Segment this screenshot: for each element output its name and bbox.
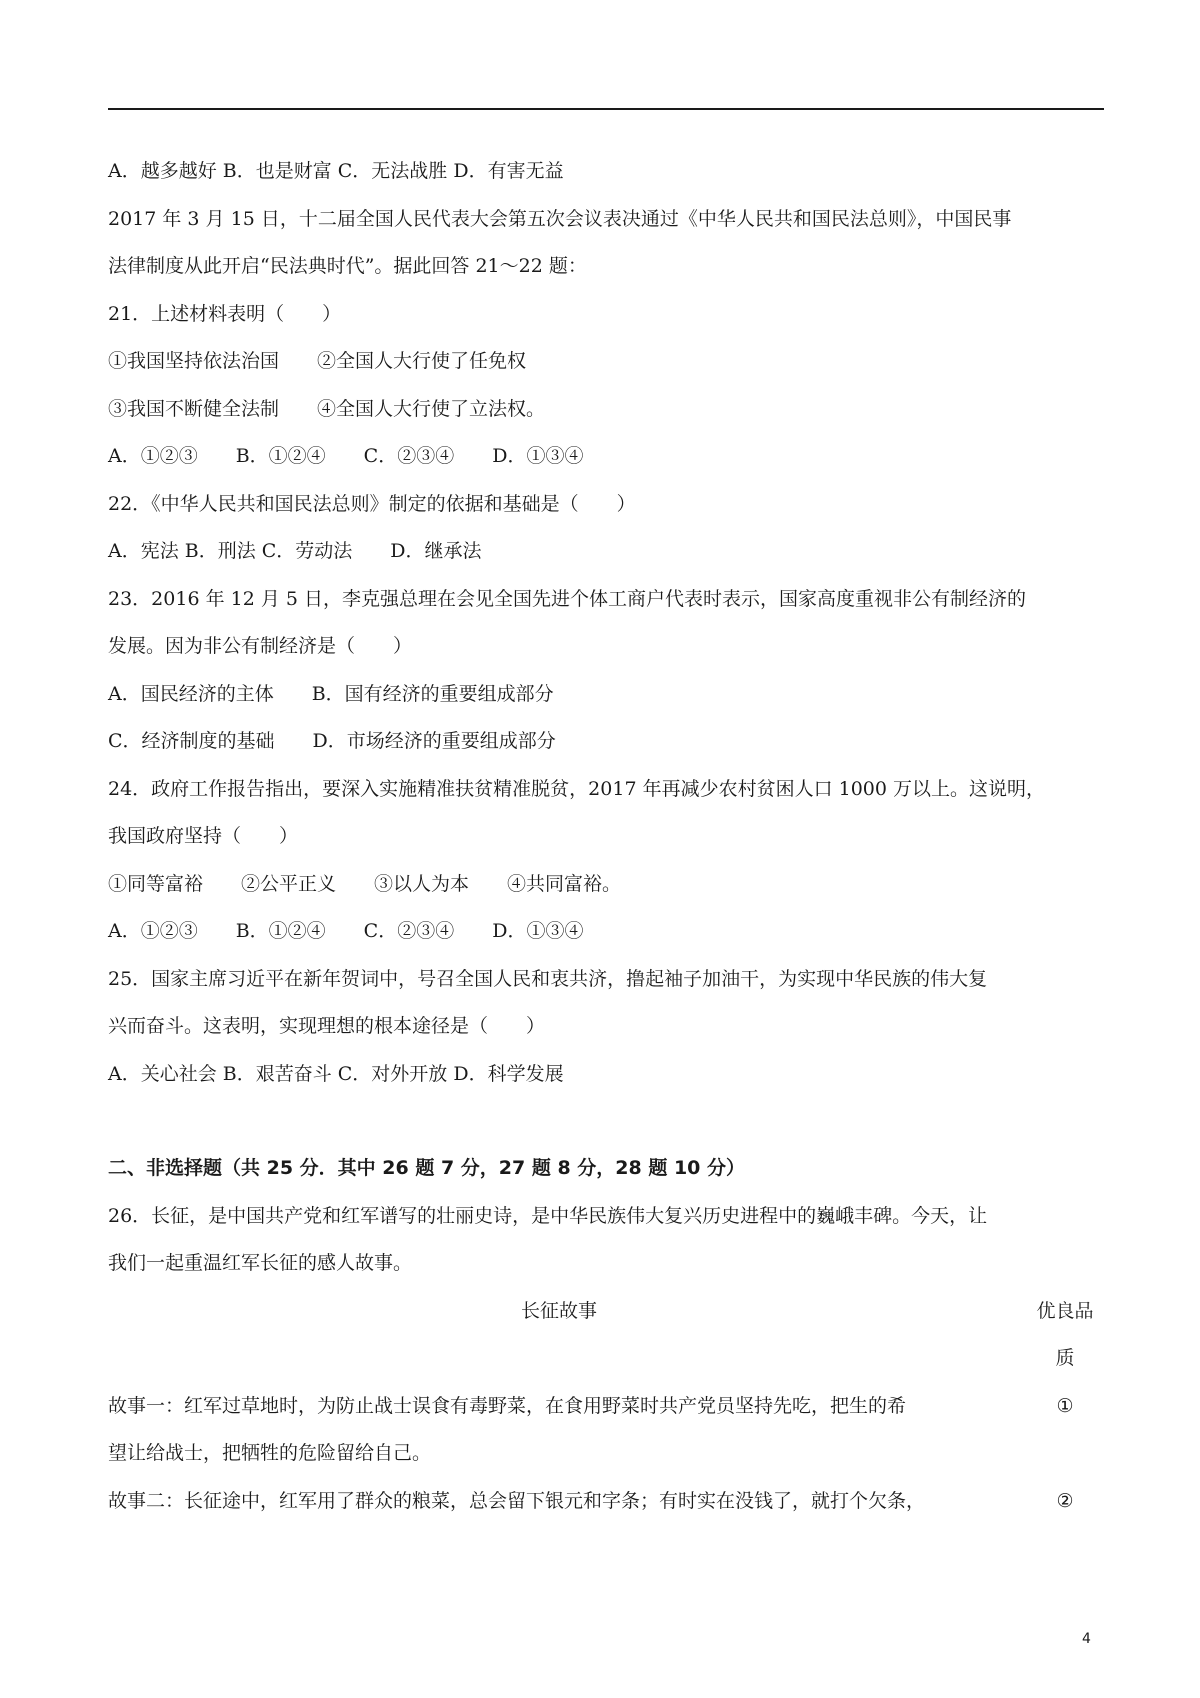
q24-stem-1: 24．政府工作报告指出，要深入实施精准扶贫精准脱贫，2017 年再减少农村贫困人口 1000 万以上。这说明， [108,777,1046,800]
table-row [108,1478,1104,1526]
table-header-story: 长征故事 [520,1299,597,1322]
story-2-line-1: 故事二：长征途中，红军用了群众的粮菜，总会留下银元和字条；有时实在没钱了，就打个欠条， [108,1489,926,1512]
q21-options: A．①②③ B．①②④ C．②③④ D．①③④ [108,445,584,467]
q25-stem-1: 25．国家主席习近平在新年贺词中，号召全国人民和衷共济，撸起袖子加油干，为实现中华民族的伟大复 [108,967,988,990]
page-number: 4 [1082,1631,1091,1647]
q25-options: A．关心社会 B．艰苦奋斗 C．对外开放 D．科学发展 [108,1062,564,1085]
q20-options: A．越多越好 B．也是财富 C．无法战胜 D．有害无益 [108,160,564,182]
table-row [108,1383,1104,1478]
section-spacer [108,1098,1104,1145]
q24-options: A．①②③ B．①②④ C．②③④ D．①③④ [108,920,584,942]
quality-cell: ② [1056,1489,1074,1512]
table-header-quality [1026,1288,1104,1383]
story-1-line-2: 望让给战士，把牺牲的危险留给自己。 [108,1442,432,1464]
table-header-quality-line-2: 质 [1055,1347,1075,1369]
q21-items-2: ③我国不断健全法制 ④全国人大行使了立法权。 [108,397,546,420]
q21-stem: 21．上述材料表明（ ） [108,302,342,325]
story-cell [108,1478,1010,1526]
q23-options-2: C．经济制度的基础 D．市场经济的重要组成部分 [108,730,556,752]
story-cell [108,1383,1010,1478]
material-intro-line-2: 法律制度从此开启“民法典时代”。据此回答 21～22 题： [108,255,587,277]
q23-options-1: A．国民经济的主体 B．国有经济的重要组成部分 [108,682,554,705]
material-intro-line-1: 2017 年 3 月 15 日，十二届全国人民代表大会第五次会议表决通过《中华人民共和国民法总则》，中国民事 [108,207,1012,230]
q25-stem-2: 兴而奋斗。这表明，实现理想的根本途径是（ ） [108,1015,546,1037]
q24-stem-2: 我国政府坚持（ ） [108,825,299,847]
story-1-line-1: 故事一：红军过草地时，为防止战士误食有毒野菜，在食用野菜时共产党员坚持先吃，把生的希 [108,1394,907,1417]
q21-items-1: ①我国坚持依法治国 ②全国人大行使了任免权 [108,350,527,372]
q26-stem-2: 我们一起重温红军长征的感人故事。 [108,1252,413,1274]
q23-stem-1: 23．2016 年 12 月 5 日，李克强总理在会见全国先进个体工商户代表时表示，国家高度重视非公有制经济的 [108,587,1026,610]
q22-options: A．宪法 B．刑法 C．劳动法 D．继承法 [108,540,482,562]
table-header-quality-line-1: 优良品 [1036,1299,1094,1322]
header-rule [108,108,1104,110]
story-table-header [108,1288,1104,1383]
q22-stem: 22．《中华人民共和国民法总则》制定的依据和基础是（ ） [108,492,636,515]
section-2-title: 二、非选择题（共 25 分．其中 26 题 7 分，27 题 8 分，28 题 10 分） [108,1157,746,1179]
q24-items: ①同等富裕 ②公平正义 ③以人为本 ④共同富裕。 [108,872,622,895]
q26-stem-1: 26．长征，是中国共产党和红军谱写的壮丽史诗，是中华民族伟大复兴历史进程中的巍峨丰碑。今天，让 [108,1204,988,1227]
quality-cell: ① [1056,1394,1074,1417]
page-content [108,148,1104,1525]
q23-stem-2: 发展。因为非公有制经济是（ ） [108,635,413,657]
